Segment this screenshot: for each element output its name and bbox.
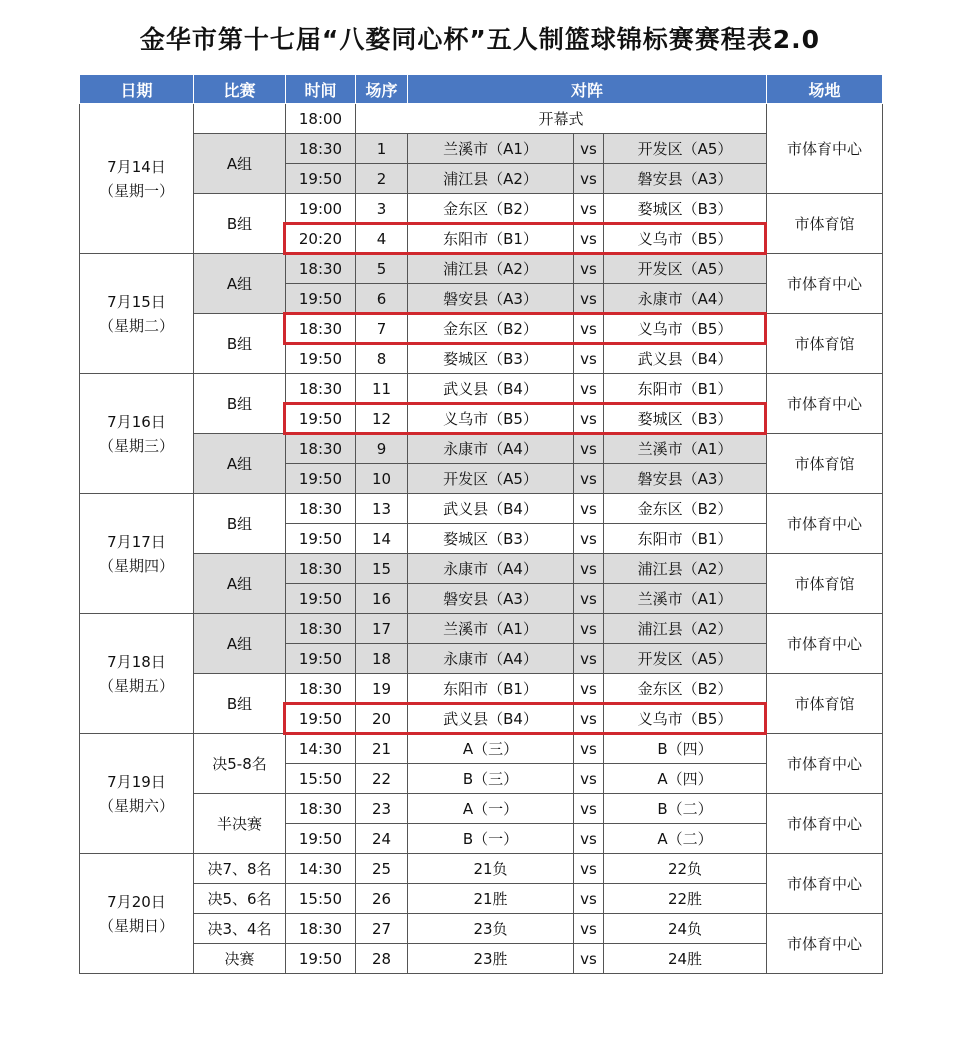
- time-cell: 20:20: [286, 224, 356, 254]
- table-row: [80, 314, 883, 344]
- time-cell: 19:50: [286, 164, 356, 194]
- group-cell: 半决赛: [194, 794, 286, 854]
- time-cell: 19:00: [286, 194, 356, 224]
- ceremony-cell: 开幕式: [356, 104, 767, 134]
- group-cell: 决3、4名: [194, 914, 286, 944]
- home-team-cell: 武义县（B4）: [408, 704, 574, 734]
- away-team-cell: 兰溪市（A1）: [604, 434, 767, 464]
- away-team-cell: 婺城区（B3）: [604, 404, 767, 434]
- time-cell: 14:30: [286, 854, 356, 884]
- seq-cell: 21: [356, 734, 408, 764]
- vs-cell: vs: [574, 164, 604, 194]
- away-team-cell: 24负: [604, 914, 767, 944]
- vs-cell: vs: [574, 554, 604, 584]
- home-team-cell: 21负: [408, 854, 574, 884]
- time-cell: 18:30: [286, 434, 356, 464]
- table-row: [80, 884, 883, 914]
- time-cell: 18:30: [286, 614, 356, 644]
- seq-cell: 7: [356, 314, 408, 344]
- date-cell: [80, 374, 194, 494]
- home-team-cell: 永康市（A4）: [408, 644, 574, 674]
- seq-cell: 6: [356, 284, 408, 314]
- home-team-cell: B（三）: [408, 764, 574, 794]
- away-team-cell: 义乌市（B5）: [604, 314, 767, 344]
- weekday-label: （星期六）: [98, 796, 174, 815]
- time-cell: 14:30: [286, 734, 356, 764]
- header-matchup: 对阵: [408, 75, 767, 104]
- group-cell: 决5-8名: [194, 734, 286, 794]
- weekday-label: （星期二）: [98, 316, 174, 335]
- seq-cell: 2: [356, 164, 408, 194]
- seq-cell: 26: [356, 884, 408, 914]
- date-label: 7月14日: [107, 157, 166, 176]
- time-cell: 18:00: [286, 104, 356, 134]
- seq-cell: 18: [356, 644, 408, 674]
- home-team-cell: 兰溪市（A1）: [408, 134, 574, 164]
- vs-cell: vs: [574, 584, 604, 614]
- weekday-label: （星期四）: [98, 556, 174, 575]
- seq-cell: 24: [356, 824, 408, 854]
- seq-cell: 10: [356, 464, 408, 494]
- seq-cell: 15: [356, 554, 408, 584]
- header-venue: 场地: [767, 75, 883, 104]
- weekday-label: （星期日）: [98, 916, 174, 935]
- seq-cell: 27: [356, 914, 408, 944]
- away-team-cell: 开发区（A5）: [604, 644, 767, 674]
- venue-cell: 市体育中心: [767, 794, 883, 854]
- home-team-cell: 永康市（A4）: [408, 554, 574, 584]
- home-team-cell: 金东区（B2）: [408, 314, 574, 344]
- home-team-cell: 永康市（A4）: [408, 434, 574, 464]
- time-cell: 19:50: [286, 944, 356, 974]
- group-cell: 决7、8名: [194, 854, 286, 884]
- home-team-cell: 浦江县（A2）: [408, 254, 574, 284]
- table-row: [80, 854, 883, 884]
- table-row: [80, 134, 883, 164]
- group-cell: B组: [194, 374, 286, 434]
- away-team-cell: 东阳市（B1）: [604, 374, 767, 404]
- home-team-cell: 义乌市（B5）: [408, 404, 574, 434]
- group-cell: 决5、6名: [194, 884, 286, 914]
- group-cell: A组: [194, 434, 286, 494]
- time-cell: 15:50: [286, 884, 356, 914]
- time-cell: 18:30: [286, 554, 356, 584]
- away-team-cell: 武义县（B4）: [604, 344, 767, 374]
- header-seq: 场序: [356, 75, 408, 104]
- venue-cell: 市体育馆: [767, 674, 883, 734]
- venue-cell: 市体育中心: [767, 734, 883, 794]
- seq-cell: 22: [356, 764, 408, 794]
- vs-cell: vs: [574, 464, 604, 494]
- table-row: [80, 494, 883, 524]
- home-team-cell: A（三）: [408, 734, 574, 764]
- table-row: [80, 434, 883, 464]
- away-team-cell: 义乌市（B5）: [604, 224, 767, 254]
- home-team-cell: B（一）: [408, 824, 574, 854]
- home-team-cell: 婺城区（B3）: [408, 344, 574, 374]
- date-cell: [80, 494, 194, 614]
- date-label: 7月19日: [107, 772, 166, 791]
- vs-cell: vs: [574, 404, 604, 434]
- away-team-cell: 磐安县（A3）: [604, 164, 767, 194]
- group-cell: B组: [194, 494, 286, 554]
- header-match: 比赛: [194, 75, 286, 104]
- venue-cell: 市体育馆: [767, 434, 883, 494]
- table-row: [80, 194, 883, 224]
- time-cell: 18:30: [286, 134, 356, 164]
- away-team-cell: B（二）: [604, 794, 767, 824]
- table-row: [80, 374, 883, 404]
- seq-cell: 28: [356, 944, 408, 974]
- vs-cell: vs: [574, 194, 604, 224]
- venue-cell: 市体育中心: [767, 494, 883, 554]
- away-team-cell: 22胜: [604, 884, 767, 914]
- schedule-table: [79, 74, 883, 974]
- vs-cell: vs: [574, 224, 604, 254]
- group-cell: [194, 104, 286, 134]
- date-cell: [80, 854, 194, 974]
- home-team-cell: 浦江县（A2）: [408, 164, 574, 194]
- vs-cell: vs: [574, 944, 604, 974]
- away-team-cell: 金东区（B2）: [604, 674, 767, 704]
- time-cell: 19:50: [286, 404, 356, 434]
- seq-cell: 9: [356, 434, 408, 464]
- vs-cell: vs: [574, 284, 604, 314]
- time-cell: 19:50: [286, 464, 356, 494]
- group-cell: A组: [194, 614, 286, 674]
- date-label: 7月17日: [107, 532, 166, 551]
- seq-cell: 3: [356, 194, 408, 224]
- group-cell: A组: [194, 254, 286, 314]
- vs-cell: vs: [574, 734, 604, 764]
- vs-cell: vs: [574, 884, 604, 914]
- away-team-cell: 浦江县（A2）: [604, 614, 767, 644]
- weekday-label: （星期一）: [98, 181, 174, 200]
- home-team-cell: 开发区（A5）: [408, 464, 574, 494]
- vs-cell: vs: [574, 674, 604, 704]
- away-team-cell: 22负: [604, 854, 767, 884]
- away-team-cell: 开发区（A5）: [604, 254, 767, 284]
- date-cell: [80, 104, 194, 254]
- time-cell: 18:30: [286, 314, 356, 344]
- seq-cell: 20: [356, 704, 408, 734]
- away-team-cell: 东阳市（B1）: [604, 524, 767, 554]
- away-team-cell: 24胜: [604, 944, 767, 974]
- time-cell: 18:30: [286, 674, 356, 704]
- venue-cell: 市体育馆: [767, 194, 883, 254]
- venue-cell: 市体育馆: [767, 554, 883, 614]
- group-cell: B组: [194, 314, 286, 374]
- vs-cell: vs: [574, 134, 604, 164]
- vs-cell: vs: [574, 644, 604, 674]
- away-team-cell: 浦江县（A2）: [604, 554, 767, 584]
- home-team-cell: 兰溪市（A1）: [408, 614, 574, 644]
- vs-cell: vs: [574, 434, 604, 464]
- venue-cell: 市体育中心: [767, 104, 883, 194]
- seq-cell: 14: [356, 524, 408, 554]
- time-cell: 19:50: [286, 644, 356, 674]
- page-title: 金华市第十七届“八婺同心杯”五人制篮球锦标赛赛程表2.0: [139, 25, 821, 54]
- group-cell: 决赛: [194, 944, 286, 974]
- home-team-cell: A（一）: [408, 794, 574, 824]
- away-team-cell: B（四）: [604, 734, 767, 764]
- weekday-label: （星期五）: [98, 676, 174, 695]
- time-cell: 18:30: [286, 794, 356, 824]
- table-row: [80, 914, 883, 944]
- away-team-cell: A（四）: [604, 764, 767, 794]
- time-cell: 15:50: [286, 764, 356, 794]
- away-team-cell: 开发区（A5）: [604, 134, 767, 164]
- home-team-cell: 磐安县（A3）: [408, 284, 574, 314]
- table-row: [80, 674, 883, 704]
- time-cell: 19:50: [286, 284, 356, 314]
- group-cell: B组: [194, 674, 286, 734]
- header-row: [80, 75, 883, 104]
- vs-cell: vs: [574, 824, 604, 854]
- vs-cell: vs: [574, 614, 604, 644]
- date-label: 7月15日: [107, 292, 166, 311]
- seq-cell: 19: [356, 674, 408, 704]
- home-team-cell: 武义县（B4）: [408, 494, 574, 524]
- weekday-label: （星期三）: [98, 436, 174, 455]
- date-label: 7月20日: [107, 892, 166, 911]
- home-team-cell: 金东区（B2）: [408, 194, 574, 224]
- seq-cell: 8: [356, 344, 408, 374]
- venue-cell: 市体育中心: [767, 914, 883, 974]
- home-team-cell: 23负: [408, 914, 574, 944]
- vs-cell: vs: [574, 704, 604, 734]
- group-cell: A组: [194, 134, 286, 194]
- seq-cell: 13: [356, 494, 408, 524]
- home-team-cell: 21胜: [408, 884, 574, 914]
- away-team-cell: 磐安县（A3）: [604, 464, 767, 494]
- seq-cell: 16: [356, 584, 408, 614]
- vs-cell: vs: [574, 344, 604, 374]
- group-cell: B组: [194, 194, 286, 254]
- seq-cell: 5: [356, 254, 408, 284]
- venue-cell: 市体育中心: [767, 374, 883, 434]
- away-team-cell: 兰溪市（A1）: [604, 584, 767, 614]
- date-label: 7月16日: [107, 412, 166, 431]
- table-row: [80, 104, 883, 134]
- seq-cell: 4: [356, 224, 408, 254]
- home-team-cell: 23胜: [408, 944, 574, 974]
- date-cell: [80, 734, 194, 854]
- time-cell: 19:50: [286, 584, 356, 614]
- venue-cell: 市体育馆: [767, 314, 883, 374]
- away-team-cell: A（二）: [604, 824, 767, 854]
- time-cell: 18:30: [286, 494, 356, 524]
- time-cell: 18:30: [286, 914, 356, 944]
- time-cell: 18:30: [286, 254, 356, 284]
- date-cell: [80, 614, 194, 734]
- venue-cell: 市体育中心: [767, 254, 883, 314]
- home-team-cell: 东阳市（B1）: [408, 224, 574, 254]
- time-cell: 19:50: [286, 704, 356, 734]
- home-team-cell: 武义县（B4）: [408, 374, 574, 404]
- time-cell: 18:30: [286, 374, 356, 404]
- time-cell: 19:50: [286, 824, 356, 854]
- header-time: 时间: [286, 75, 356, 104]
- table-row: [80, 254, 883, 284]
- away-team-cell: 永康市（A4）: [604, 284, 767, 314]
- seq-cell: 17: [356, 614, 408, 644]
- vs-cell: vs: [574, 374, 604, 404]
- away-team-cell: 义乌市（B5）: [604, 704, 767, 734]
- vs-cell: vs: [574, 854, 604, 884]
- vs-cell: vs: [574, 314, 604, 344]
- time-cell: 19:50: [286, 344, 356, 374]
- seq-cell: 12: [356, 404, 408, 434]
- vs-cell: vs: [574, 254, 604, 284]
- away-team-cell: 婺城区（B3）: [604, 194, 767, 224]
- seq-cell: 11: [356, 374, 408, 404]
- header-date: 日期: [80, 75, 194, 104]
- home-team-cell: 磐安县（A3）: [408, 584, 574, 614]
- venue-cell: 市体育中心: [767, 614, 883, 674]
- table-row: [80, 614, 883, 644]
- seq-cell: 1: [356, 134, 408, 164]
- group-cell: A组: [194, 554, 286, 614]
- home-team-cell: 婺城区（B3）: [408, 524, 574, 554]
- vs-cell: vs: [574, 794, 604, 824]
- vs-cell: vs: [574, 764, 604, 794]
- vs-cell: vs: [574, 524, 604, 554]
- seq-cell: 23: [356, 794, 408, 824]
- table-row: [80, 734, 883, 764]
- table-row: [80, 794, 883, 824]
- venue-cell: 市体育中心: [767, 854, 883, 914]
- away-team-cell: 金东区（B2）: [604, 494, 767, 524]
- date-label: 7月18日: [107, 652, 166, 671]
- vs-cell: vs: [574, 494, 604, 524]
- vs-cell: vs: [574, 914, 604, 944]
- date-cell: [80, 254, 194, 374]
- home-team-cell: 东阳市（B1）: [408, 674, 574, 704]
- table-row: [80, 944, 883, 974]
- time-cell: 19:50: [286, 524, 356, 554]
- seq-cell: 25: [356, 854, 408, 884]
- table-row: [80, 554, 883, 584]
